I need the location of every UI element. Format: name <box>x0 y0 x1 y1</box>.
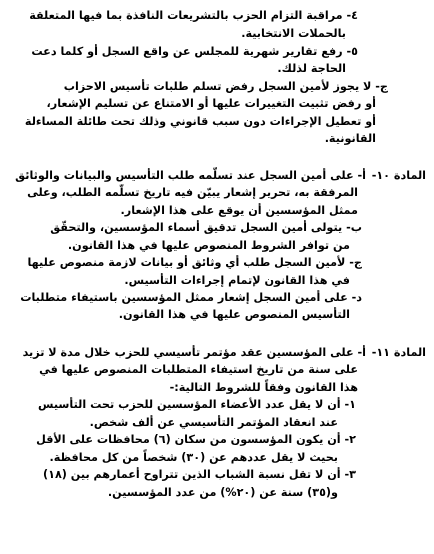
article-10-a-line-3: ممثل المؤسسين أن يوقع على هذا الإشعار. <box>120 204 358 217</box>
clause-c-line-3: أو تعطيل الإجراءات دون سبب قانوني وذلك تحت طائلة المساءلة <box>24 115 376 128</box>
item-4-line-2: بالحملات الانتخابية. <box>241 27 346 40</box>
article-10-d-line-1: د- على أمين السجل إشعار ممثل المؤسسين باستيفاء متطلبات <box>20 291 362 304</box>
article-11-item-3-line-2: و(٣٥) سنة عن (٢٠%) من عدد المؤسسين. <box>107 486 338 499</box>
article-10-b-line-2: من توافر الشروط المنصوص عليها في هذا القانون. <box>67 239 350 252</box>
item-5-line-1: ٥- رفع تقارير شهرية للمجلس عن واقع السجل أو كلما دعت <box>31 45 358 58</box>
item-4-line-1: ٤- مراقبة التزام الحزب بالتشريعات النافذة بما فيها المتعلقة <box>29 9 358 22</box>
article-10-c-line-2: في هذا القانون لإتمام إجراءات التأسيس. <box>124 274 350 287</box>
article-11-item-2-line-2: بحيث لا يقل عددهم عن (٣٠) شخصاً من كل محافظة. <box>49 451 338 464</box>
clause-c-line-4: القانونية. <box>324 132 376 145</box>
article-10-b-line-1: ب- يتولى أمين السجل تدقيق أسماء المؤسسين، والتحقّق <box>50 221 362 234</box>
clause-c-line-1: ج- لا يجوز لأمين السجل رفض تسلم طلبات تأسيس الاحزاب <box>63 80 388 93</box>
article-11-a-line-2: على سنة من تاريخ استيفاء المتطلبات المنصوص عليها في <box>39 363 358 376</box>
article-11-label: المادة ١١- <box>371 346 426 359</box>
article-11-a-line-3: هذا القانون وفقاً للشروط التالية:- <box>169 381 358 394</box>
article-10-a-line-2: المرفقة به، تحرير إشعار يبيّن فيه تاريخ تسلّمه الطلب، وعلى <box>27 186 358 199</box>
article-11-item-1-line-1: ١- أن لا يقل عدد الأعضاء المؤسسين للحزب تحت التأسيس <box>38 398 356 411</box>
article-10-c-line-1: ج- لأمين السجل طلب أي وثائق أو بيانات لازمة منصوص عليها <box>27 256 362 269</box>
article-11-item-3-line-1: ٣- أن لا تقل نسبة الشباب الذين تتراوح أعمارهم بين (١٨) <box>43 468 356 481</box>
article-11-item-2-line-1: ٢- أن يكون المؤسسون من سكان (٦) محافظات على الأقل <box>36 433 356 446</box>
article-11-item-1-line-2: عند انعقاد المؤتمر التأسيسي عن ألف شخص. <box>89 416 338 429</box>
clause-c-line-2: أو رفض تثبيت التغييرات عليها أو الامتناع عن تسليم الإشعار، <box>46 97 376 110</box>
item-5-line-2: الحاجة لذلك. <box>277 62 346 75</box>
article-10-d-line-2: التأسيس المنصوص عليها في هذا القانون. <box>118 308 350 321</box>
article-10-label: المادة ١٠- <box>371 169 426 182</box>
article-10-a-line-1: أ- على أمين السجل عند تسلّمه طلب التأسيس والبيانات والوثائق <box>15 169 366 182</box>
article-11-a-line-1: أ- على المؤسسين عقد مؤتمر تأسيسي للحزب خلال مدة لا تزيد <box>22 346 366 359</box>
